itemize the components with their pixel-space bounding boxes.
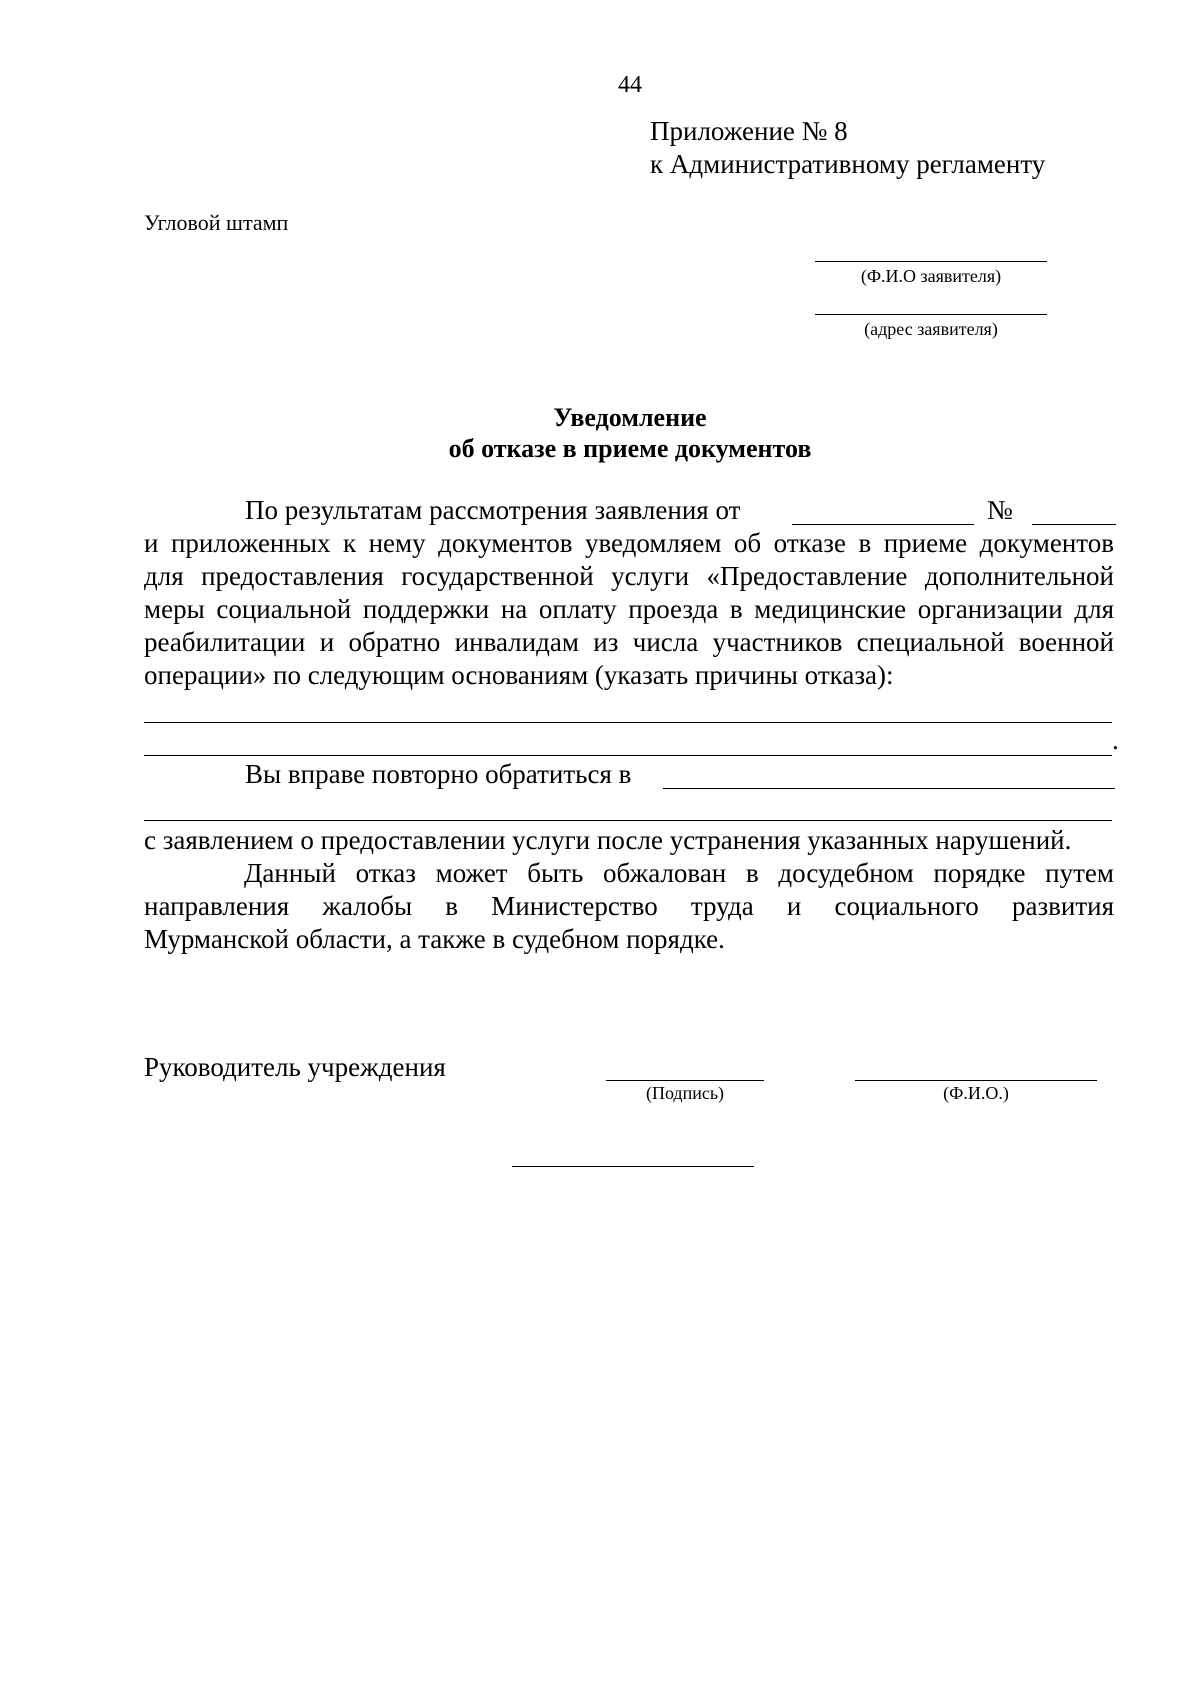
corner-stamp-label: Угловой штамп [144,210,289,235]
paragraph-3-line: направления жалобы в Министерство труда и социального развития [144,891,1114,921]
number-sign: № [987,495,1013,525]
paragraph-1-body [144,527,1114,692]
applicant-name-caption: (Ф.И.О заявителя) [860,266,1002,286]
paragraph-1-line: меры социальной поддержки на оплату проезда в медицинские организации для [144,594,1114,624]
paragraph-1-line: и приложенных к нему документов уведомляем об отказе в приеме документов [144,528,1114,558]
signer-name-caption: (Ф.И.О.) [943,1083,1009,1103]
reapply-authority-blank-2[interactable] [144,820,1112,821]
signature-caption: (Подпись) [645,1083,725,1103]
paragraph-3-line: Данный отказ может быть обжалован в досудебном порядке путем [244,858,1114,888]
paragraph-1-line: реабилитации и обратно инвалидам из числа участников специальной военной [144,627,1114,657]
applicant-name-blank[interactable] [815,261,1047,262]
document-subtitle: об отказе в приеме документов [448,434,812,463]
paragraph-1-line: для предоставления государственной услуги «Предоставление дополнительной [144,561,1114,591]
document-title: Уведомление [553,403,707,432]
paragraph-2-start: Вы вправе повторно обратиться в [245,759,632,789]
paragraph-1-line: операции» по следующим основаниям (указать причины отказа): [144,660,894,690]
page-number: 44 [618,72,642,98]
reapply-authority-blank-1[interactable] [663,788,1115,789]
appendix-line-1: Приложение № 8 [650,116,848,146]
paragraph-1-start: По результатам рассмотрения заявления от [245,495,741,525]
reason-period: . [1112,725,1119,755]
application-date-blank[interactable] [792,524,974,525]
paragraph-3 [144,857,1114,956]
signature-role: Руководитель учреждения [144,1052,446,1082]
application-number-blank[interactable] [1032,524,1116,525]
appendix-line-2: к Административному регламенту [650,149,1046,179]
applicant-address-blank[interactable] [815,314,1047,315]
signer-name-blank[interactable] [855,1080,1097,1081]
bottom-separator-line [512,1166,754,1167]
applicant-address-caption: (адрес заявителя) [864,319,998,339]
paragraph-2-end: с заявлением о предоставлении услуги после устранения указанных нарушений. [144,825,1072,855]
signature-blank[interactable] [606,1080,764,1081]
refusal-reason-blank-2[interactable] [144,755,1112,756]
paragraph-3-line: Мурманской области, а также в судебном порядке. [144,924,725,954]
refusal-reason-blank-1[interactable] [144,722,1112,723]
